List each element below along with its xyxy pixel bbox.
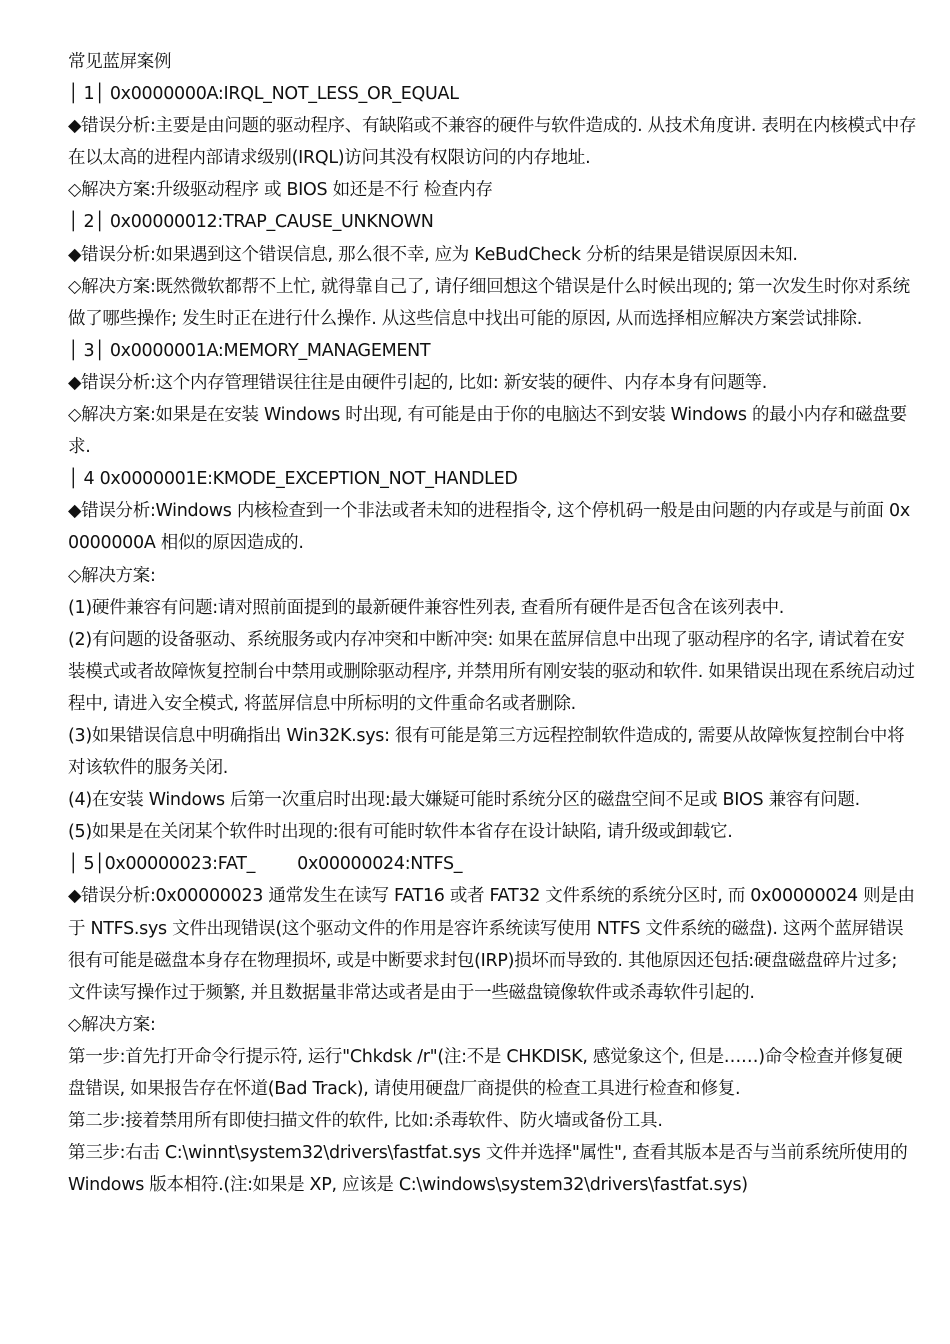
solution-heading-5: ◇解决方案: [68, 1014, 156, 1035]
solution-4-step-3: (3)如果错误信息中明确指出 Win32K.sys: 很有可能是第三方远程控制软件造成的, 需要从故障恢复控制台中将对该软件的服务关闭. [68, 725, 905, 779]
error-analysis-2: ◆错误分析:如果遇到这个错误信息, 那么很不幸, 应为 KeBudCheck 分析的结果是错误原因未知. [68, 244, 798, 265]
solution-4-step-5: (5)如果是在关闭某个软件时出现的:很有可能时软件本省存在设计缺陷, 请升级或卸载它. [68, 822, 733, 843]
error-heading-3: │ 3│ 0x0000001A:MEMORY_MANAGEMENT [68, 340, 431, 361]
solution-4-step-4: (4)在安装 Windows 后第一次重启时出现:最大嫌疑可能时系统分区的磁盘空间不足或 BIOS 兼容有问题. [68, 790, 860, 811]
error-analysis-5: ◆错误分析:0x00000023 通常发生在读写 FAT16 或者 FAT32 文件系统的系统分区时, 而 0x00000024 则是由于 NTFS.sys 文件出现错误(这个驱动文件的作用是容许系统读写使用 NTFS 文件系统的磁盘). 这两个蓝屏错误很有可能是磁盘本身存在物理损坏, 或是中断要求封包(IRP)损坏而导致的. 其他原因还包括:硬盘磁盘碎片过多; 文件读写操作过于频繁, 并且数据量非常达或者是由于一些磁盘镜像软件或杀毒软件引起的. [68, 886, 915, 1003]
error-analysis-4: ◆错误分析:Windows 内核检查到一个非法或者未知的进程指令, 这个停机码一般是由问题的内存或是与前面 0x0000000A 相似的原因造成的. [68, 501, 910, 554]
document-page [68, 46, 918, 1201]
error-heading-4: │ 4 0x0000001E:KMODE_EXCEPTION_NOT_HANDLED [68, 469, 518, 490]
solution-3: ◇解决方案:如果是在安装 Windows 时出现, 有可能是由于你的电脑达不到安装 Windows 的最小内存和磁盘要求. [68, 405, 907, 458]
error-analysis-1: ◆错误分析:主要是由问题的驱动程序、有缺陷或不兼容的硬件与软件造成的. 从技术角度讲. 表明在内核模式中存在以太高的进程内部请求级别(IRQL)访问其没有权限访问的内存地址. [68, 116, 917, 169]
solution-5-step-3: 第三步:右击 C:\winnt\system32\drivers\fastfat.sys 文件并选择"属性", 查看其版本是否与当前系统所使用的 Windows 版本相符.(注:如果是 XP, 应该是 C:\windows\system32\drivers\fastfat.sys) [68, 1143, 908, 1196]
error-heading-5: │ 5│0x00000023:FAT_ 0x00000024:NTFS_ [68, 854, 463, 875]
document-title: 常见蓝屏案例 [68, 52, 172, 72]
error-heading-2: │ 2│ 0x00000012:TRAP_CAUSE_UNKNOWN [68, 212, 434, 233]
solution-5-step-1: 第一步:首先打开命令行提示符, 运行"Chkdsk /r"(注:不是 CHKDISK, 感觉象这个, 但是……)命令检查并修复硬盘错误, 如果报告存在怀道(Bad Track), 请使用硬盘厂商提供的检查工具进行检查和修复. [68, 1046, 903, 1099]
solution-2: ◇解决方案:既然微软都帮不上忙, 就得靠自己了, 请仔细回想这个错误是什么时候出现的; 第一次发生时你对系统做了哪些操作; 发生时正在进行什么操作. 从这些信息中找出可能的原因, 从而选择相应解决方案尝试排除. [68, 276, 910, 329]
error-heading-1: │ 1│ 0x0000000A:IRQL_NOT_LESS_OR_EQUAL [68, 84, 459, 105]
solution-heading-4: ◇解决方案: [68, 565, 156, 586]
solution-4-step-2: (2)有问题的设备驱动、系统服务或内存冲突和中断冲突: 如果在蓝屏信息中出现了驱动程序的名字, 请试着在安装模式或者故障恢复控制台中禁用或删除驱动程序, 并禁用所有刚安装的驱动和软件. 如果错误出现在系统启动过程中, 请进入安全模式, 将蓝屏信息中所标明的文件重命名或者删除. [68, 629, 915, 714]
solution-4-step-1: (1)硬件兼容有问题:请对照前面提到的最新硬件兼容性列表, 查看所有硬件是否包含在该列表中. [68, 597, 785, 618]
solution-1: ◇解决方案:升级驱动程序 或 BIOS 如还是不行 检查内存 [68, 180, 493, 201]
error-analysis-3: ◆错误分析:这个内存管理错误往往是由硬件引起的, 比如: 新安装的硬件、内存本身有问题等. [68, 372, 767, 393]
solution-5-step-2: 第二步:接着禁用所有即使扫描文件的软件, 比如:杀毒软件、防火墙或备份工具. [68, 1111, 663, 1132]
